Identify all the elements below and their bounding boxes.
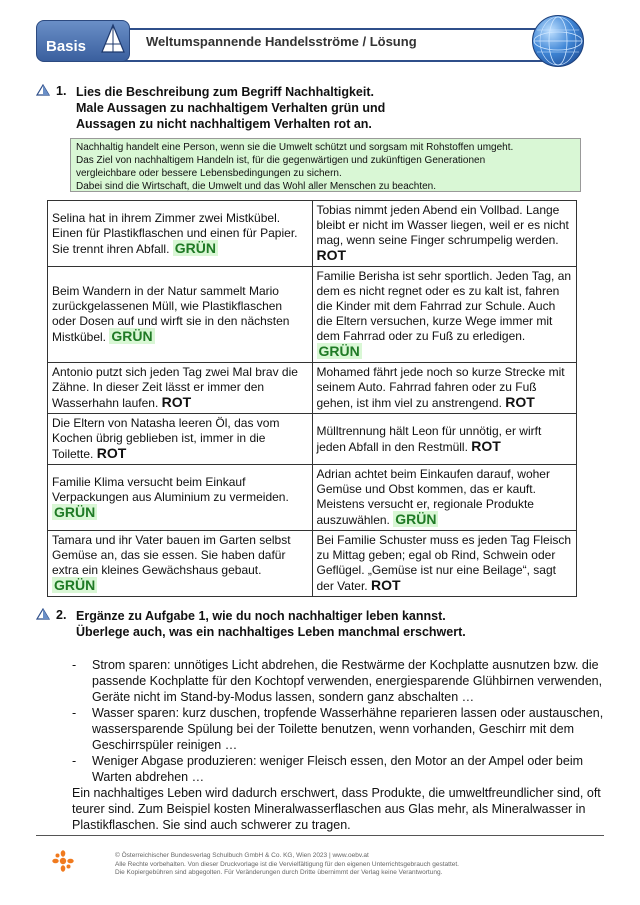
list-item: - Weniger Abgase produzieren: weniger Fleisch essen, den Motor an der Ampel oder beim Warten abdrehen …: [72, 754, 584, 784]
statement-cell: [312, 267, 577, 363]
task1-line: Male Aussagen zu nachhaltigem Verhalten grün und: [76, 101, 386, 115]
answer-green: GRÜN: [395, 511, 437, 527]
pyramid-icon: [100, 22, 126, 58]
task-pyramid-icon: [36, 84, 50, 96]
answer-red: ROT: [316, 247, 347, 263]
statement-cell: [48, 363, 313, 414]
definition-line: Nachhaltig handelt eine Person, wenn sie die Umwelt schützt und sorgsam mit Rohstoffen umgeht.: [76, 142, 514, 153]
statement-text: Selina hat in ihrem Zimmer zwei Mistkübel. Einen für Plastikflaschen und einen für Papier. Sie trennt ihren Abfall.: [52, 210, 298, 256]
task2-answer: [72, 657, 612, 833]
footer-divider: [36, 835, 604, 836]
copyright-notice: [115, 852, 459, 878]
statement-text: Tobias nimmt jeden Abend ein Vollbad. Lange bleibt er nicht im Wasser liegen, weil er es nicht mag, wenn seine Finger schrumpelig werden.: [316, 203, 569, 247]
answer-green: GRÜN: [174, 239, 216, 256]
task1-number: 1.: [56, 84, 67, 98]
answer-paragraph: Ein nachhaltiges Leben wird dadurch erschwert, dass Produkte, die umweltfreundlicher sind, oft teurer sind. Zum Beispiel kosten Mineralwasserflaschen aus Glas mehr, als Mineralwasser in Plastikflaschen. Sie sind auch schwerer zu tragen.: [72, 786, 601, 832]
task1-line: Aussagen zu nicht nachhaltigem Verhalten rot an.: [76, 117, 372, 131]
answer-red: ROT: [370, 577, 401, 593]
statement-cell: [312, 414, 577, 465]
statement-cell: [312, 465, 577, 531]
statement-text: Tamara und ihr Vater bauen im Garten selbst Gemüse an, das sie essen. Sie haben dafür extra ein kleines Gewächshaus gebaut.: [52, 533, 291, 577]
statement-text: Beim Wandern in der Natur sammelt Mario zurückgelassenen Müll, wie Plastikflaschen oder Dosen auf und wirft sie in den nächsten Mistkübel.: [52, 284, 290, 344]
table-row: [48, 363, 577, 414]
task2-line: Ergänze zu Aufgabe 1, wie du noch nachhaltiger leben kannst.: [76, 609, 446, 623]
answer-red: ROT: [505, 394, 535, 410]
statement-cell: [312, 531, 577, 597]
statement-text: Mohamed fährt jede noch so kurze Strecke mit seinem Auto. Fahrrad fahren oder zu Fuß gehen, ist ihm viel zu anstrengend.: [316, 365, 565, 410]
statement-text: Die Eltern von Natasha leeren Öl, das vom Kochen übrig geblieben ist, immer in die Toilette.: [52, 416, 280, 461]
statement-text: Adrian achtet beim Einkaufen darauf, woher Gemüse und Obst kommen, das er kauft. Meistens versucht er, regionale Produkte auszuwählen.: [316, 467, 550, 527]
task1-instructions: [76, 84, 385, 132]
task2-number: 2.: [56, 608, 67, 622]
statements-table: [47, 200, 577, 597]
statement-text: Familie Berisha ist sehr sportlich. Jeden Tag, an dem es nicht regnet oder es zu kalt ist, fahren die Kinder mit dem Fahrrad zur Schule. Auch die Eltern versuchen, kurze Wege immer mit dem Fahrrad oder zu Fuß zu erledigen.: [316, 269, 572, 343]
statement-text: Mülltrennung hält Leon für unnötig, er wirft jeden Abfall in den Restmüll.: [316, 423, 542, 454]
task-pyramid-icon: [36, 608, 50, 620]
answer-green: GRÜN: [318, 343, 360, 359]
task1-line: Lies die Beschreibung zum Begriff Nachhaltigkeit.: [76, 85, 374, 99]
statement-text: Bei Familie Schuster muss es jeden Tag Fleisch zu Mittag geben; egal ob Rind, Schwein oder Geflügel. „Gemüse ist nur eine Beilage“, sagt der Vater.: [316, 533, 572, 593]
list-item: - Wasser sparen: kurz duschen, tropfende Wasserhähne reparieren lassen oder austauschen, wassersparende Spülung bei der Toilette benutzen, wenn vorhanden, Geschirr mit dem Geschirrspüler reinigen …: [72, 706, 604, 752]
answer-green: GRÜN: [54, 503, 96, 520]
definition-line: Dabei sind die Wirtschaft, die Umwelt und das Wohl aller Menschen zu beachten.: [76, 181, 436, 192]
definition-line: Das Ziel von nachhaltigem Handeln ist, für die gegenwärtigen und zukünftigen Generationen: [76, 155, 486, 166]
table-row: [48, 531, 577, 597]
table-row: [48, 465, 577, 531]
basis-label: Basis: [46, 38, 87, 55]
copyright-line: © Österreichischer Bundesverlag Schulbuch GmbH & Co. KG, Wien 2023 | www.oebv.at: [115, 852, 369, 859]
answer-list: [72, 657, 612, 785]
definition-line: vergleichbare oder bessere Lebensbedingungen zu sichern.: [76, 168, 342, 179]
task2-line: Überlege auch, was ein nachhaltiges Leben manchmal erschwert.: [76, 625, 466, 639]
table-row: [48, 414, 577, 465]
statement-cell: [48, 201, 313, 267]
copyright-line: Alle Rechte vorbehalten. Von dieser Druckvorlage ist die Vervielfältigung für den eigenen Unterrichtsgebrauch gestattet.: [115, 860, 459, 868]
list-item-text: Strom sparen: unnötiges Licht abdrehen, die Restwärme der Kochplatte ausnutzen bzw. die passende Kochplatte für den Kochtopf verwenden, energiesparende Glühbirnen verwenden, Geräte nicht im Stand-by-Modus lassen, sondern ganz abschalten …: [92, 658, 603, 704]
answer-red: ROT: [471, 437, 501, 454]
statement-cell: [48, 267, 313, 363]
statement-cell: [312, 363, 577, 414]
copyright-line: Die Kopiergebühren sind abgegolten. Für Veränderungen durch Dritte übernimmt der Verlag keine Verantwortung.: [115, 869, 443, 876]
table-row: [48, 267, 577, 363]
statement-cell: [48, 465, 313, 531]
task2-instructions: [76, 608, 466, 640]
statement-cell: [48, 414, 313, 465]
list-item-text: Wasser sparen: kurz duschen, tropfende Wasserhähne reparieren lassen oder austauschen, wassersparende Spülung bei der Toilette benutzen, wenn vorhanden, Geschirr mit dem Geschirrspüler reinigen …: [92, 706, 604, 752]
statement-text: Antonio putzt sich jeden Tag zwei Mal brav die Zähne. In dieser Zeit lässt er immer den Wasserhahn laufen.: [52, 365, 298, 410]
answer-green: GRÜN: [111, 328, 153, 344]
answer-green: GRÜN: [54, 577, 96, 593]
list-item: - Strom sparen: unnötiges Licht abdrehen, die Restwärme der Kochplatte ausnutzen bzw. die passende Kochplatte für den Kochtopf verwenden, energiesparende Glühbirnen verwenden, Geräte nicht im Stand-by-Modus lassen, sondern ganz abschalten …: [72, 658, 603, 704]
definition-box: [70, 138, 581, 192]
statement-cell: [48, 531, 313, 597]
list-item-text: Weniger Abgase produzieren: weniger Fleisch essen, den Motor an der Ampel oder beim Warten abdrehen …: [92, 754, 584, 784]
answer-red: ROT: [96, 445, 127, 461]
publisher-logo-icon: [52, 850, 74, 872]
answer-red: ROT: [161, 394, 192, 410]
page-title: Weltumspannende Handelsströme / Lösung: [146, 34, 417, 49]
table-row: [48, 201, 577, 267]
statement-cell: [312, 201, 577, 267]
globe-icon: [532, 15, 584, 67]
statement-text: Familie Klima versucht beim Einkauf Verpackungen aus Aluminium zu vermeiden.: [52, 474, 289, 504]
